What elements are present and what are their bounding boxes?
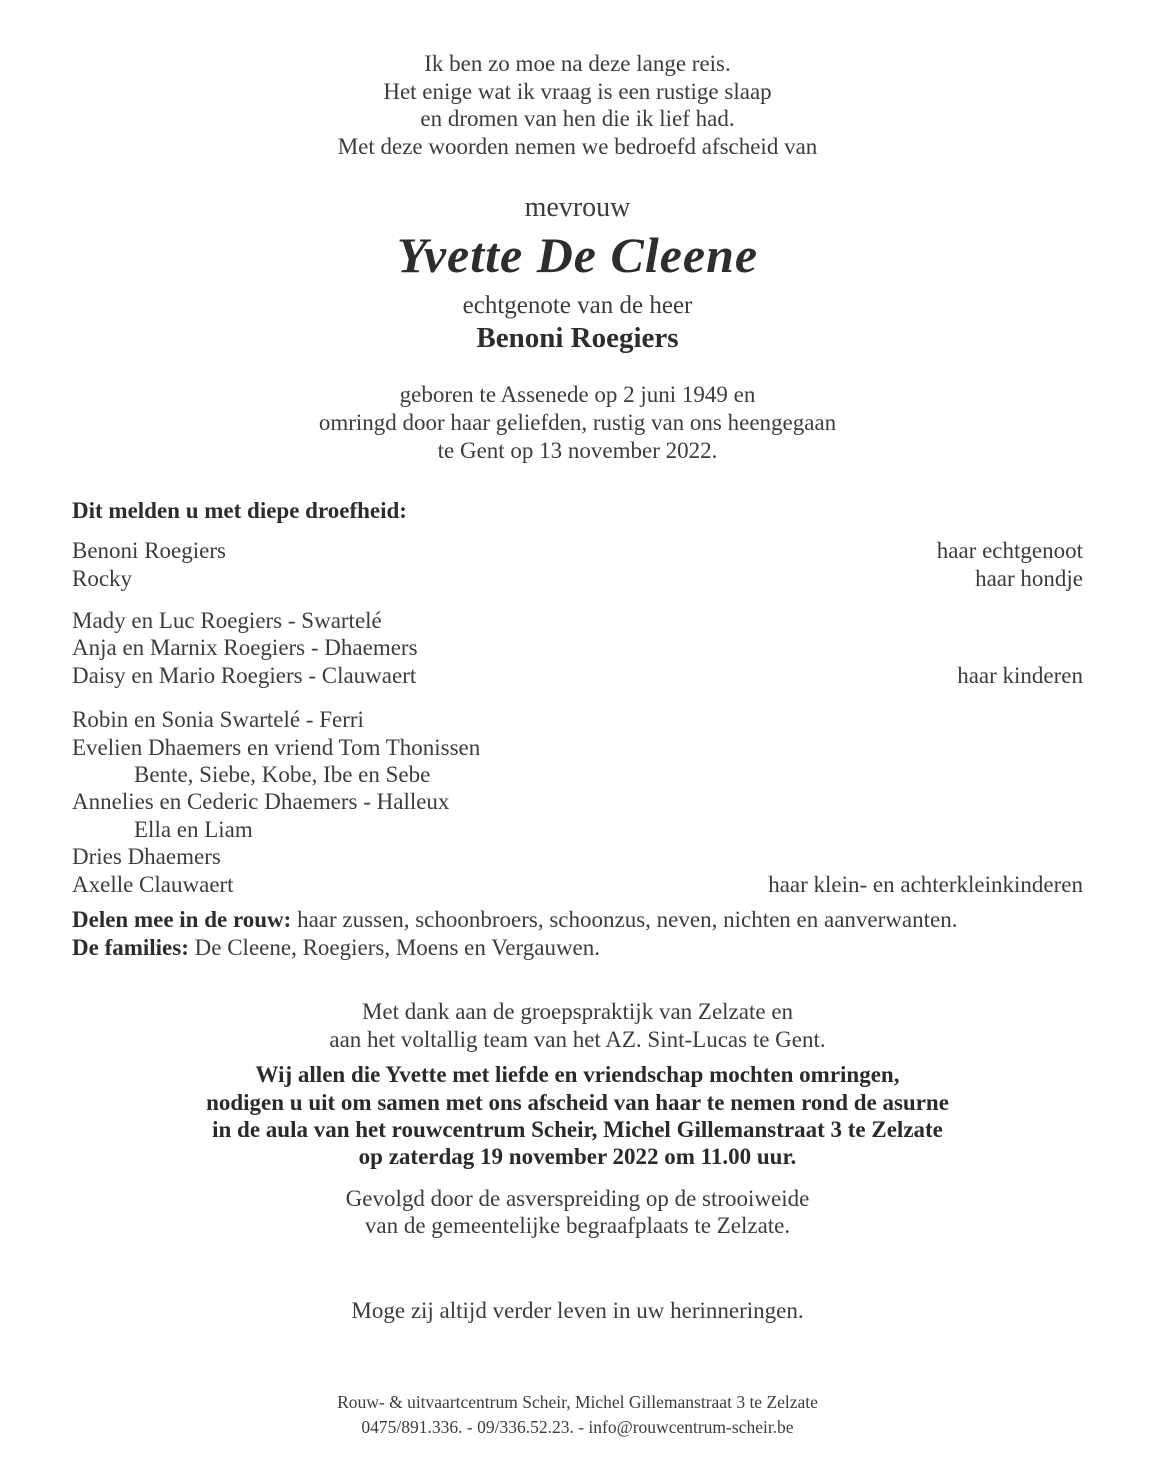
invitation-line: op zaterdag 19 november 2022 om 11.00 uur. bbox=[358, 1144, 797, 1170]
mourner-group-spouse bbox=[72, 537, 1083, 592]
rouw-label: Delen mee in de rouw: bbox=[72, 907, 292, 933]
mourner-name: Daisy en Mario Roegiers - Clauwaert bbox=[72, 662, 417, 688]
mourner-row bbox=[72, 871, 1083, 898]
life-line: geboren te Assenede op 2 juni 1949 en bbox=[399, 382, 756, 408]
ceremony-section bbox=[72, 1185, 1083, 1240]
mourner-group-grandchildren bbox=[72, 706, 1083, 898]
funeral-home-footer bbox=[72, 1390, 1083, 1441]
mourner-row bbox=[72, 565, 1083, 592]
mourner-name: Benoni Roegiers bbox=[72, 538, 226, 564]
honorific: mevrouw bbox=[524, 192, 631, 224]
closing-line: Moge zij altijd verder leven in uw herinneringen. bbox=[351, 1298, 804, 1324]
mourner-row bbox=[72, 537, 1083, 564]
mourner-name: Ella en Liam bbox=[134, 816, 253, 842]
thanks-section bbox=[72, 998, 1083, 1053]
poem-line: en dromen van hen die ik lief had. bbox=[420, 106, 735, 132]
mourners-list bbox=[72, 537, 1083, 898]
mourner-row bbox=[72, 761, 1083, 788]
mourner-row bbox=[72, 607, 1083, 634]
mourner-row bbox=[72, 843, 1083, 870]
thanks-line: aan het voltallig team van het AZ. Sint-Lucas te Gent. bbox=[329, 1026, 826, 1052]
announcement-heading: Dit melden u met diepe droefheid: bbox=[72, 498, 407, 524]
footer-line: 0475/891.336. - 09/336.52.23. - info@rouwcentrum-scheir.be bbox=[361, 1417, 794, 1438]
life-dates bbox=[72, 381, 1083, 464]
mourner-name: Annelies en Cederic Dhaemers - Halleux bbox=[72, 789, 450, 815]
invitation-line: in de aula van het rouwcentrum Scheir, Michel Gillemanstraat 3 te Zelzate bbox=[212, 1117, 943, 1143]
spouse-name: Benoni Roegiers bbox=[476, 322, 679, 355]
mourner-name: Robin en Sonia Swartelé - Ferri bbox=[72, 707, 364, 733]
poem-line: Het enige wat ik vraag is een rustige slaap bbox=[383, 78, 772, 104]
rouw-text: haar zussen, schoonbroers, schoonzus, neven, nichten en aanverwanten. bbox=[297, 907, 958, 933]
mourner-row bbox=[72, 816, 1083, 843]
relation-label: haar klein- en achterkleinkinderen bbox=[768, 871, 1083, 897]
poem-line: Ik ben zo moe na deze lange reis. bbox=[424, 51, 731, 76]
mourner-row bbox=[72, 734, 1083, 761]
spouse-intro: echtgenote van de heer bbox=[462, 292, 693, 320]
mourner-name: Bente, Siebe, Kobe, Ibe en Sebe bbox=[134, 762, 431, 787]
rouw-line bbox=[72, 906, 1083, 934]
life-line: omringd door haar geliefden, rustig van ons heengegaan bbox=[318, 409, 837, 435]
relation-label: haar kinderen bbox=[957, 662, 1083, 688]
deceased-name: Yvette De Cleene bbox=[396, 227, 759, 284]
relation-label: haar echtgenoot bbox=[936, 538, 1083, 564]
invitation-section bbox=[72, 1061, 1083, 1171]
mourner-group-children bbox=[72, 607, 1083, 689]
mourner-row bbox=[72, 706, 1083, 733]
ceremony-line: van de gemeentelijke begraafplaats te Zelzate. bbox=[364, 1213, 791, 1239]
ceremony-line: Gevolgd door de asverspreiding op de strooiweide bbox=[345, 1185, 810, 1211]
opening-poem bbox=[72, 50, 1083, 160]
mourner-name: Evelien Dhaemers en vriend Tom Thonissen bbox=[72, 734, 481, 760]
relation-label: haar hondje bbox=[975, 565, 1083, 591]
families-text: De Cleene, Roegiers, Moens en Vergauwen. bbox=[194, 935, 601, 961]
families-line bbox=[72, 934, 1083, 962]
invitation-line: nodigen u uit om samen met ons afscheid van haar te nemen rond de asurne bbox=[206, 1089, 949, 1115]
thanks-line: Met dank aan de groepspraktijk van Zelzate en bbox=[361, 999, 794, 1025]
mourner-name: Axelle Clauwaert bbox=[72, 871, 234, 897]
mourner-row bbox=[72, 662, 1083, 689]
mourner-name: Dries Dhaemers bbox=[72, 844, 221, 870]
poem-line: Met deze woorden nemen we bedroefd afscheid van bbox=[337, 133, 818, 159]
mourner-row bbox=[72, 788, 1083, 815]
mourner-name: Mady en Luc Roegiers - Swartelé bbox=[72, 607, 382, 633]
mourner-row bbox=[72, 634, 1083, 661]
families-section bbox=[72, 906, 1083, 962]
mourner-name: Rocky bbox=[72, 565, 133, 591]
footer-line: Rouw- & uitvaartcentrum Scheir, Michel Gillemanstraat 3 te Zelzate bbox=[337, 1392, 818, 1413]
invitation-line: Wij allen die Yvette met liefde en vriendschap mochten omringen, bbox=[255, 1062, 900, 1088]
mourner-name: Anja en Marnix Roegiers - Dhaemers bbox=[72, 635, 418, 661]
families-label: De families: bbox=[72, 935, 189, 961]
life-line: te Gent op 13 november 2022. bbox=[437, 437, 718, 463]
